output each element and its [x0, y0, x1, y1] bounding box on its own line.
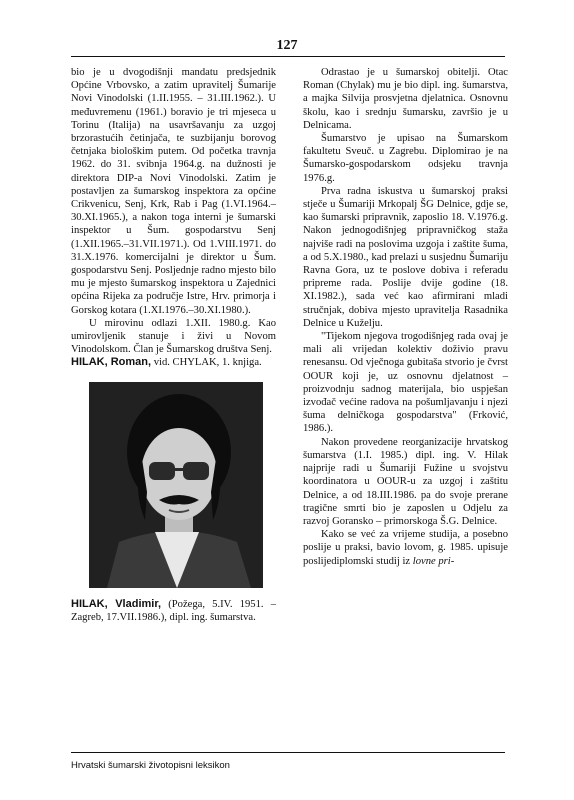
portrait-photo [89, 382, 263, 588]
paragraph: Nakon provedene reorganizacije hrvatskog šumarstva (1.I. 1985.) dipl. ing. V. Hilak najprije radi u Šumariji Fužine u svojstvu koordinatora u OOUR-u za uzgoj i zaštitu Delnice, a od 18.III.1986. pa do svoje prerane tragične smrti bio je zaposlen u Odjelu za razvoj Goransko – primorskoga Š.G. Delnice. [303, 436, 508, 527]
paragraph: Prva radna iskustva u šumarskoj praksi stječe u Šumariji Mrkopalj ŠG Delnice, gdje se, kao šumarski pripravnik, zaposlio 18. V.1976.g. Nakon jednogodišnjeg pripravničkog staža najviše radi na poslovima uzgoja i zaštite šuma, a od 5.X.1980., kad prelazi u susjednu Šumariju Ravna Gora, uz te poslove dobiva i referadu pripreme rada. Poslije dvije godine (18. XI.1982.), sada već kao afirmirani mladi stručnjak, dobiva mjesto upravitelja Rasadnika Delnice u Kuželju. [303, 185, 508, 329]
footer-rule [71, 752, 505, 753]
header-rule [71, 56, 505, 57]
paragraph-text: Kako se već za vrijeme studija, a posebno poslije u praksi, bavio lovom, g. 1985. upisuje poslijediplomski studij iz [303, 529, 508, 567]
paragraph-italic: lovne pri- [412, 555, 455, 567]
paragraph: Odrastao je u šumarskoj obitelji. Otac Roman (Chylak) mu je bio dipl. ing. šumarstva, a majka Silvija prosvjetna djelatnica. Osnovnu školu, kao i srednju šumarsku, završio je u Delnicama. [303, 67, 508, 131]
entry-text: vid. CHYLAK, 1. knjiga. [151, 357, 262, 369]
paragraph [303, 528, 508, 568]
paragraph: Šumarstvo je upisao na Šumarskom fakultetu Sveuč. u Zagrebu. Diplomirao je na Šumarsko-gospodarskom odsjeku travnja 1976.g. [303, 133, 508, 184]
entry-hilak-roman [71, 356, 276, 369]
entry-name: HILAK, Vladimir, [71, 597, 162, 610]
page-number: 127 [276, 38, 298, 53]
paragraph: U mirovinu odlazi 1.XII. 1980.g. Kao umirovljenik stanuje i živi u Novom Vinodolskom. Član je Šumarskog društva Senj. [71, 317, 276, 356]
entry-name: HILAK, Roman, [71, 356, 152, 369]
quote-paragraph: "Tijekom njegova trogodišnjeg rada ovaj je mali ali vrijedan kolektiv doživio pravu renesansu. Od vječnoga gubitaša stvorio je čvrst OOUR koji je, uz osnovnu djelatnost – proizvodnju sadnog materijala, bio uspješan izvođač većine radova na pošumljavanju i njezi šuma delničkoga gospodarstva" (Frković, 1986.). [303, 331, 508, 435]
portrait-image [89, 382, 263, 588]
entry-text: (Požega, 5.IV. 1951. – Zagreb, 17.VII.1986.), dipl. ing. šumarstva. [71, 598, 276, 623]
entry-hilak-vladimir [71, 598, 276, 624]
footer-title: Hrvatski šumarski životopisni leksikon [71, 760, 230, 771]
paragraph: bio je u dvogodišnji mandatu predsjednik Općine Vrbovsko, a zatim upravitelj Šumarije Novi Vinodolski (1.II.1955. – 31.III.1962.). U međuvremenu (1961.) boravio je tri mjeseca u Torinu (Italija) na usavršavanju za uzgoj brzorastućih četinjača, te suzbijanju borovog četnjaka biološkim putem. Od početka travnja 1962. do 31. svibnja 1964.g. na dužnosti je direktora DIP-a Novi Vinodolski. Zatim je postavljen za šumarskog inspektora za općine Crikvenicu, Senj, Krk, Rab i Pag (1.VI.1964.–30.XI.1965.), a nakon toga interni je šumarski inspektor u Šum. gospodarstvu Senj (1.XII.1965.–31.VII.1971.). Od 1.VIII.1971. do 31.X.1976. komercijalni je direktor u Šum. gospodarstvu Senj. Posljednje radno mjesto bilo mu je mjesto šumarskog inspektora u Zajednici općina Rijeka za područje Istre, Hrv. primorja i Gorskog kotara (1.XI.1976.–30.XI.1980.). [71, 67, 276, 316]
right-column [303, 66, 508, 568]
left-column [71, 66, 276, 624]
